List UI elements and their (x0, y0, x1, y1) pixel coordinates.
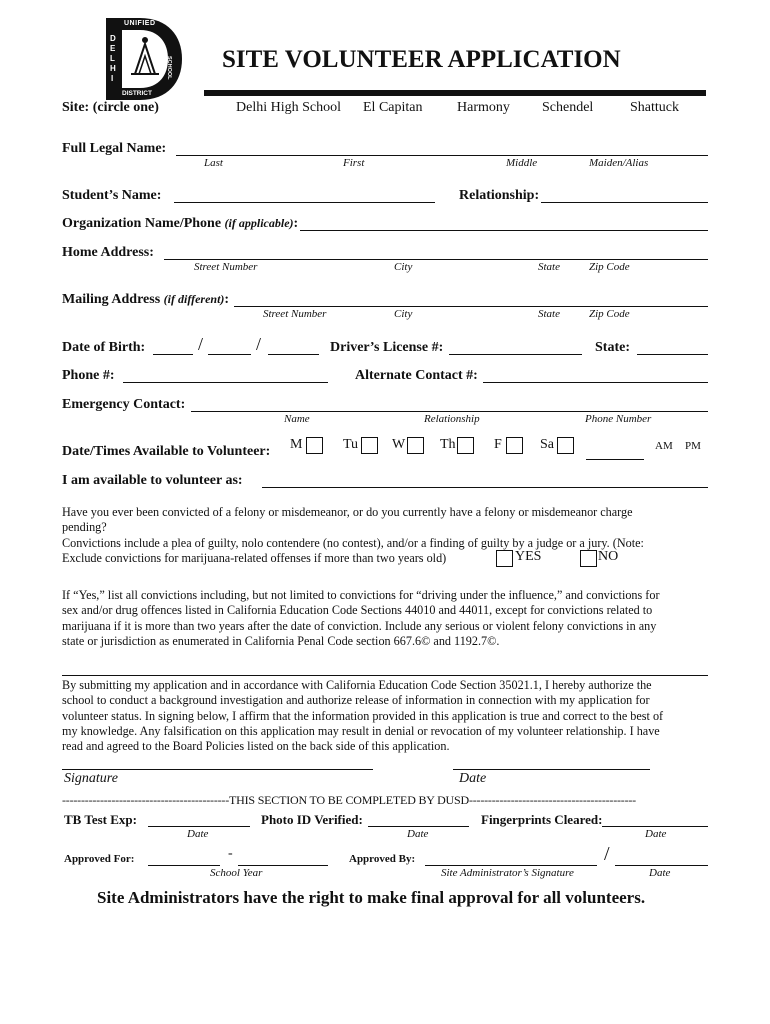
mailing-paren: (if different) (163, 292, 225, 306)
legal-name-label: Full Legal Name: (62, 141, 167, 156)
felony-question (62, 505, 644, 566)
if-yes-line-2: sex and/or drug offences listed in California Education Code Sections 44010 and 44011, except for convictions related to (62, 603, 653, 618)
legal-name-sub-first: First (343, 157, 365, 169)
mailing-label-text: Mailing Address (62, 292, 161, 307)
alt-contact-label: Alternate Contact #: (355, 368, 478, 383)
felony-no-label: NO (598, 549, 619, 564)
day-m-checkbox[interactable] (306, 437, 323, 454)
pm-label[interactable]: PM (685, 440, 701, 452)
felony-q-line-3: Convictions include a plea of guilty, nolo contendere (no contest), and/or a finding of guilty by a judge or a jury. (Note: (62, 535, 644, 550)
organization-paren: (if applicable) (224, 216, 294, 230)
felony-q-line-2: pending? (62, 520, 107, 535)
auth-line-2: school to conduct a background investigation and authorize release of information in connection with my application for (62, 693, 650, 708)
felony-yes-label: YES (515, 549, 542, 564)
dob-day-field[interactable] (208, 354, 251, 355)
legal-name-sub-last: Last (204, 157, 223, 169)
tb-test-field[interactable] (148, 826, 250, 827)
day-tu-label: Tu (343, 437, 359, 452)
home-sub-city: City (394, 261, 413, 273)
organization-label (62, 216, 298, 232)
logo-letter-5: I (111, 74, 114, 83)
fingerprints-label: Fingerprints Cleared: (481, 812, 603, 827)
phone-label: Phone #: (62, 368, 115, 383)
day-tu-checkbox[interactable] (361, 437, 378, 454)
state-field[interactable] (637, 354, 708, 355)
logo-right-text: SCHOOL (166, 56, 172, 80)
mailing-address-field[interactable] (234, 306, 708, 307)
mailing-sub-state: State (538, 308, 560, 320)
alt-contact-field[interactable] (483, 382, 708, 383)
day-sa-label: Sa (540, 437, 554, 452)
dusd-section-divider: --------------------------------------------THIS SECTION TO BE COMPLETED BY DUSD-------------------------------------------- (62, 793, 636, 807)
organization-field[interactable] (300, 230, 708, 231)
photo-id-field[interactable] (368, 826, 469, 827)
home-address-field[interactable] (164, 259, 708, 260)
emergency-field[interactable] (191, 411, 708, 412)
legal-name-field[interactable] (176, 155, 708, 156)
license-field[interactable] (449, 354, 582, 355)
logo-letter-2: E (110, 44, 116, 53)
day-w-checkbox[interactable] (407, 437, 424, 454)
organization-colon: : (293, 216, 299, 231)
if-yes-line-4: state or jurisdiction as enumerated in California Penal Code section 667.6© and 1192.7©. (62, 633, 500, 648)
site-option-shattuck[interactable]: Shattuck (630, 100, 679, 115)
legal-name-sub-maiden: Maiden/Alias (589, 157, 649, 169)
home-sub-state: State (538, 261, 560, 273)
tb-test-label: TB Test Exp: (64, 812, 137, 827)
signature-date-label: Date (459, 771, 487, 786)
felony-q-line-4: Exclude convictions for marijuana-related offenses if more than two years old) (62, 550, 447, 565)
school-year-dash: - (228, 846, 233, 861)
admin-signature-field[interactable] (425, 865, 597, 866)
auth-line-5: read and agreed to the Board Policies listed on the back side of this application. (62, 739, 450, 754)
legal-name-sub-middle: Middle (506, 157, 538, 169)
photo-date-sub: Date (407, 828, 429, 840)
home-sub-zip: Zip Code (589, 261, 630, 273)
day-sa-checkbox[interactable] (557, 437, 574, 454)
day-f-label: F (494, 437, 502, 452)
logo-letter-3: L (110, 54, 115, 63)
time-field[interactable] (586, 459, 644, 460)
title-rule (204, 90, 706, 96)
am-label[interactable]: AM (655, 440, 673, 452)
logo-top-text: UNIFIED (124, 20, 156, 27)
if-yes-line-1: If “Yes,” list all convictions including, but not limited to convictions for “driving under the influence,” and convictions for (62, 588, 660, 602)
tb-date-sub: Date (187, 828, 209, 840)
site-option-schendel[interactable]: Schendel (542, 100, 594, 115)
approval-date-field[interactable] (615, 865, 708, 866)
emergency-sub-name: Name (284, 413, 310, 425)
if-yes-paragraph (62, 588, 660, 649)
mailing-sub-street: Street Number (263, 308, 327, 320)
page-title: SITE VOLUNTEER APPLICATION (222, 46, 621, 73)
if-yes-line-3: marijuana if it is more than two years after the date of conviction. Include any serious or violent felony convictions in any (62, 618, 657, 633)
dob-label: Date of Birth: (62, 340, 146, 355)
conviction-details-field[interactable] (62, 675, 708, 676)
district-logo (102, 16, 184, 102)
site-option-delhi[interactable]: Delhi High School (236, 100, 341, 115)
authorization-paragraph (62, 678, 663, 754)
emergency-label: Emergency Contact: (62, 397, 186, 412)
student-name-label: Student’s Name: (62, 188, 162, 203)
day-f-checkbox[interactable] (506, 437, 523, 454)
auth-line-1: By submitting my application and in accordance with California Education Code Section 35021.1, I hereby authorize the (62, 678, 652, 692)
photo-id-label: Photo ID Verified: (261, 812, 363, 827)
mailing-address-label (62, 292, 229, 308)
available-as-field[interactable] (262, 487, 708, 488)
dob-sep-2: / (256, 334, 262, 354)
site-option-el-capitan[interactable]: El Capitan (363, 100, 423, 115)
site-option-harmony[interactable]: Harmony (457, 100, 510, 115)
state-label: State: (595, 340, 630, 355)
felony-yes-checkbox[interactable] (496, 550, 513, 567)
admin-signature-sub: Site Administrator’s Signature (441, 867, 574, 879)
mailing-sub-city: City (394, 308, 413, 320)
dob-sep-1: / (198, 334, 204, 354)
dob-month-field[interactable] (153, 354, 193, 355)
fingerprints-field[interactable] (602, 826, 708, 827)
school-year-sub: School Year (210, 867, 263, 879)
day-th-checkbox[interactable] (457, 437, 474, 454)
approval-slash: / (604, 843, 610, 865)
footer-notice: Site Administrators have the right to make final approval for all volunteers. (97, 888, 646, 907)
approved-for-label: Approved For: (64, 853, 135, 865)
approved-by-label: Approved By: (349, 853, 416, 865)
auth-line-4: my knowledge. Any falsification on this application may result in denial or revocation of my volunteer relationship. I have (62, 723, 660, 738)
logo-letter-1: D (110, 34, 116, 43)
auth-line-3: volunteer status. In signing below, I affirm that the information provided in this application is true and correct to the best of (62, 708, 664, 723)
student-name-field[interactable] (174, 202, 435, 203)
emergency-sub-phone: Phone Number (585, 413, 652, 425)
logo-bottom-text: DISTRICT (122, 90, 152, 97)
day-th-label: Th (440, 437, 456, 452)
relationship-label: Relationship: (459, 188, 540, 203)
home-sub-street: Street Number (194, 261, 258, 273)
emergency-sub-relationship: Relationship (424, 413, 480, 425)
approved-for-end-field[interactable] (238, 865, 328, 866)
day-m-label: M (290, 437, 303, 452)
phone-field[interactable] (123, 382, 328, 383)
mailing-colon: : (224, 292, 230, 307)
day-w-label: W (392, 437, 406, 452)
signature-field[interactable] (62, 769, 373, 770)
home-address-label: Home Address: (62, 245, 154, 260)
availability-label: Date/Times Available to Volunteer: (62, 444, 271, 459)
dob-year-field[interactable] (268, 354, 319, 355)
license-label: Driver’s License #: (330, 340, 444, 355)
felony-q-line-1: Have you ever been convicted of a felony or misdemeanor, or do you currently have a felony or misdemeanor charge (62, 505, 633, 519)
site-label: Site: (circle one) (62, 100, 159, 115)
logo-letter-4: H (110, 64, 116, 73)
signature-date-field[interactable] (453, 769, 650, 770)
organization-label-text: Organization Name/Phone (62, 216, 222, 231)
felony-no-checkbox[interactable] (580, 550, 597, 567)
signature-label: Signature (64, 771, 118, 786)
fingerprints-date-sub: Date (645, 828, 667, 840)
relationship-field[interactable] (541, 202, 708, 203)
mailing-sub-zip: Zip Code (589, 308, 630, 320)
available-as-label: I am available to volunteer as: (62, 473, 243, 488)
approved-for-start-field[interactable] (148, 865, 220, 866)
approval-date-sub: Date (649, 867, 671, 879)
